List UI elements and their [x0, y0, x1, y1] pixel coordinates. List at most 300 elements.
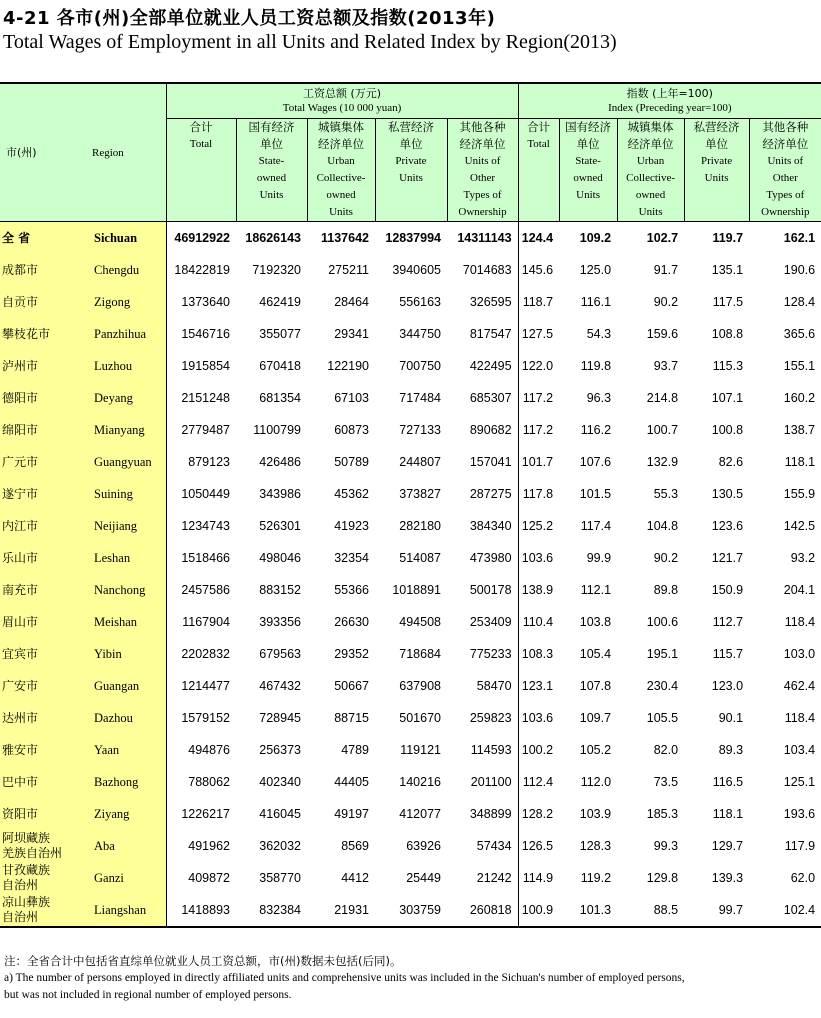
row-city-cn: 德阳市	[0, 382, 86, 414]
row-city-cn: 南充市	[0, 574, 86, 606]
table-title-cn: 4-21 各市(州)全部单位就业人员工资总额及指数(2013年)	[3, 8, 496, 29]
cell-value: 60873	[334, 423, 369, 437]
table-row	[0, 766, 821, 798]
cell-value: 498046	[259, 551, 301, 565]
table-row	[0, 254, 821, 286]
cell-value: 118.1	[784, 455, 816, 469]
cell-value: 49197	[334, 807, 369, 821]
cell-value: 259823	[469, 711, 512, 725]
cell-value: 18626143	[236, 222, 307, 255]
cell-value: 117.4	[580, 519, 612, 533]
row-city-cn: 自贡市	[0, 286, 86, 318]
cell-value: 1915854	[166, 350, 236, 382]
cell-value: 343986	[259, 487, 301, 501]
cell-value: 116.1	[580, 295, 612, 309]
cell-value: 287275	[469, 487, 512, 501]
col-group-wages-en: Total Wages (10 000 yuan)	[282, 102, 402, 114]
cell-value: 514087	[399, 551, 441, 565]
cell-value: 112.1	[580, 583, 612, 597]
col-header-cn: 国有经济 单位	[248, 120, 295, 151]
cell-value: 55.3	[653, 487, 679, 501]
cell-value: 1226217	[166, 798, 236, 830]
cell-value: 326595	[469, 295, 512, 309]
col-header-en: State- owned Units	[573, 155, 603, 201]
col-header-en: Private Units	[395, 155, 427, 184]
cell-value: 142.5	[783, 519, 816, 533]
table-row	[0, 350, 821, 382]
col-header-en: Urban Collective- owned Units	[316, 155, 366, 218]
row-city-cn: 资阳市	[0, 798, 86, 830]
cell-value: 82.6	[718, 455, 744, 469]
cell-value: 107.1	[711, 391, 744, 405]
cell-value: 130.5	[711, 487, 744, 501]
cell-value: 29341	[334, 327, 369, 341]
cell-value: 788062	[166, 766, 236, 798]
cell-value: 1018891	[392, 583, 441, 597]
table-row	[0, 830, 821, 862]
cell-value: 230.4	[646, 679, 679, 693]
cell-value: 140216	[399, 775, 441, 789]
col-header-en: Total	[189, 138, 213, 150]
cell-value: 150.9	[711, 583, 744, 597]
cell-value: 132.9	[646, 455, 679, 469]
row-region-en: Guangan	[86, 670, 166, 702]
cell-value: 556163	[399, 295, 441, 309]
cell-value: 718684	[399, 647, 441, 661]
cell-value: 190.6	[783, 263, 816, 277]
cell-value: 110.4	[518, 606, 559, 638]
cell-value: 18422819	[166, 254, 236, 286]
note-en-1: a) The number of persons employed in directly affiliated units and comprehensive units was included in the Sichuan's number of employed persons,	[4, 972, 685, 984]
row-city-cn: 阿坝藏族 羌族自治州	[0, 830, 86, 862]
cell-value: 253409	[469, 615, 512, 629]
cell-value: 89.8	[653, 583, 679, 597]
col-header-index-2	[617, 119, 684, 222]
col-header-index-1	[559, 119, 617, 222]
cell-value: 101.3	[559, 894, 617, 927]
cell-value: 138.7	[783, 423, 816, 437]
row-city-cn: 全 省	[0, 222, 86, 255]
cell-value: 7014683	[462, 263, 512, 277]
cell-value: 1373640	[166, 286, 236, 318]
row-region-en: Yibin	[86, 638, 166, 670]
cell-value: 344750	[399, 327, 441, 341]
cell-value: 67103	[334, 391, 369, 405]
cell-value: 93.7	[653, 359, 679, 373]
cell-value: 103.6	[518, 702, 559, 734]
table-row	[0, 318, 821, 350]
cell-value: 409872	[166, 862, 236, 894]
row-region-en: Suining	[86, 478, 166, 510]
cell-value: 125.1	[783, 775, 816, 789]
cell-value: 117.8	[518, 478, 559, 510]
col-header-cn: 城镇集体 经济单位	[627, 120, 674, 151]
cell-value: 135.1	[711, 263, 744, 277]
cell-value: 108.3	[518, 638, 559, 670]
cell-value: 1100799	[253, 423, 301, 437]
row-city-cn: 达州市	[0, 702, 86, 734]
cell-value: 2202832	[166, 638, 236, 670]
cell-value: 416045	[259, 807, 301, 821]
cell-value: 1167904	[166, 606, 236, 638]
cell-value: 55366	[334, 583, 369, 597]
col-group-wages	[166, 83, 518, 119]
cell-value: 128.4	[783, 295, 816, 309]
cell-value: 4412	[341, 871, 369, 885]
cell-value: 103.6	[518, 542, 559, 574]
row-region-en: Neijiang	[86, 510, 166, 542]
col-header-cn: 私营经济 单位	[693, 120, 740, 151]
cell-value: 21242	[476, 871, 512, 885]
cell-value: 2457586	[166, 574, 236, 606]
cell-value: 73.5	[653, 775, 679, 789]
note-cn: 注：全省合计中包括省直综单位就业人员工资总额，市(州)数据未包括(后同)。	[4, 954, 402, 968]
cell-value: 93.2	[790, 551, 816, 565]
cell-value: 362032	[259, 839, 301, 853]
cell-value: 88715	[334, 711, 369, 725]
cell-value: 1234743	[166, 510, 236, 542]
cell-value: 125.0	[579, 263, 612, 277]
cell-value: 62.0	[790, 871, 816, 885]
table-row	[0, 734, 821, 766]
table-row	[0, 446, 821, 478]
cell-value: 119121	[400, 743, 441, 757]
col-header-cn: 私营经济 单位	[388, 120, 434, 151]
cell-value: 116.5	[712, 775, 744, 789]
cell-value: 103.4	[783, 743, 816, 757]
cell-value: 256373	[259, 743, 301, 757]
cell-value: 125.2	[518, 510, 559, 542]
cell-value: 365.6	[783, 327, 816, 341]
cell-value: 118.4	[784, 615, 816, 629]
cell-value: 82.0	[653, 743, 679, 757]
table-row	[0, 574, 821, 606]
cell-value: 491962	[166, 830, 236, 862]
cell-value: 103.0	[783, 647, 816, 661]
cell-value: 1546716	[166, 318, 236, 350]
col-header-wages-2	[307, 119, 375, 222]
row-city-cn: 攀枝花市	[0, 318, 86, 350]
cell-value: 138.9	[518, 574, 559, 606]
row-city-cn: 宜宾市	[0, 638, 86, 670]
row-city-cn: 雅安市	[0, 734, 86, 766]
cell-value: 348899	[469, 807, 512, 821]
cell-value: 14311143	[447, 222, 518, 255]
col-header-cn: 合计	[527, 120, 551, 134]
table-row	[0, 702, 821, 734]
table-row	[0, 606, 821, 638]
cell-value: 100.2	[518, 734, 559, 766]
cell-value: 303759	[375, 894, 447, 927]
cell-value: 775233	[469, 647, 512, 661]
cell-value: 501670	[399, 711, 441, 725]
row-region-en: Bazhong	[86, 766, 166, 798]
cell-value: 462.4	[783, 679, 816, 693]
table-row	[0, 222, 821, 255]
table-row	[0, 862, 821, 894]
cell-value: 99.9	[586, 551, 612, 565]
cell-value: 145.6	[518, 254, 559, 286]
cell-value: 1418893	[166, 894, 236, 927]
cell-value: 102.4	[749, 894, 821, 927]
cell-value: 128.3	[579, 839, 612, 853]
cell-value: 100.6	[646, 615, 679, 629]
row-city-cn: 泸州市	[0, 350, 86, 382]
table-row	[0, 478, 821, 510]
cell-value: 112.7	[712, 615, 744, 629]
cell-value: 12837994	[375, 222, 447, 255]
cell-value: 21931	[307, 894, 375, 927]
cell-value: 99.7	[684, 894, 749, 927]
col-header-city: 市(州)	[0, 83, 86, 222]
cell-value: 358770	[259, 871, 301, 885]
cell-value: 393356	[259, 615, 301, 629]
cell-value: 112.0	[580, 775, 612, 789]
cell-value: 103.8	[579, 615, 612, 629]
cell-value: 526301	[259, 519, 301, 533]
row-city-cn: 绵阳市	[0, 414, 86, 446]
col-group-index-en: Index (Preceding year=100)	[608, 102, 732, 114]
cell-value: 355077	[259, 327, 301, 341]
cell-value: 91.7	[653, 263, 679, 277]
cell-value: 1518466	[166, 542, 236, 574]
row-region-en: Panzhihua	[86, 318, 166, 350]
table-row	[0, 414, 821, 446]
cell-value: 118.1	[712, 807, 744, 821]
col-header-region: Region	[86, 83, 166, 222]
row-region-en: Yaan	[86, 734, 166, 766]
col-header-wages-3	[375, 119, 447, 222]
cell-value: 126.5	[518, 830, 559, 862]
row-region-en: Zigong	[86, 286, 166, 318]
cell-value: 90.2	[653, 551, 679, 565]
cell-value: 107.8	[579, 679, 612, 693]
cell-value: 122.0	[518, 350, 559, 382]
cell-value: 1214477	[166, 670, 236, 702]
row-region-en: Liangshan	[86, 894, 166, 927]
cell-value: 384340	[469, 519, 512, 533]
cell-value: 204.1	[783, 583, 816, 597]
col-header-index-4	[749, 119, 821, 222]
cell-value: 63926	[406, 839, 441, 853]
cell-value: 44405	[334, 775, 369, 789]
cell-value: 50667	[334, 679, 369, 693]
cell-value: 193.6	[783, 807, 816, 821]
row-region-en: Guangyuan	[86, 446, 166, 478]
cell-value: 883152	[259, 583, 301, 597]
table-row	[0, 286, 821, 318]
cell-value: 500178	[469, 583, 512, 597]
cell-value: 890682	[469, 423, 512, 437]
cell-value: 112.4	[518, 766, 559, 798]
col-header-en: Units of Other Types of Ownership	[458, 155, 507, 218]
cell-value: 54.3	[586, 327, 612, 341]
cell-value: 160.2	[783, 391, 816, 405]
cell-value: 670418	[259, 359, 301, 373]
cell-value: 119.8	[580, 359, 612, 373]
col-header-cn: 其他各种 经济单位	[459, 120, 506, 151]
row-city-cn: 成都市	[0, 254, 86, 286]
cell-value: 88.5	[617, 894, 684, 927]
table-row	[0, 894, 821, 927]
cell-value: 8569	[341, 839, 369, 853]
cell-value: 116.2	[580, 423, 612, 437]
row-region-en: Meishan	[86, 606, 166, 638]
cell-value: 89.3	[718, 743, 744, 757]
cell-value: 7192320	[252, 263, 301, 277]
cell-value: 115.3	[712, 359, 744, 373]
cell-value: 422495	[469, 359, 512, 373]
cell-value: 728945	[259, 711, 301, 725]
row-region-en: Mianyang	[86, 414, 166, 446]
cell-value: 700750	[399, 359, 441, 373]
table-row	[0, 382, 821, 414]
cell-value: 29352	[334, 647, 369, 661]
row-region-en: Aba	[86, 830, 166, 862]
cell-value: 46912922	[166, 222, 236, 255]
cell-value: 121.7	[711, 551, 744, 565]
cell-value: 2151248	[166, 382, 236, 414]
cell-value: 100.8	[711, 423, 744, 437]
cell-value: 127.5	[518, 318, 559, 350]
col-group-index-cn: 指数 (上年=100)	[626, 87, 713, 100]
cell-value: 129.8	[646, 871, 679, 885]
col-header-wages-4	[447, 119, 518, 222]
table-row	[0, 638, 821, 670]
cell-value: 467432	[259, 679, 301, 693]
cell-value: 105.2	[579, 743, 612, 757]
cell-value: 817547	[469, 327, 512, 341]
cell-value: 101.5	[579, 487, 612, 501]
cell-value: 108.8	[711, 327, 744, 341]
row-region-en: Nanchong	[86, 574, 166, 606]
cell-value: 104.8	[646, 519, 679, 533]
cell-value: 159.6	[646, 327, 679, 341]
cell-value: 90.1	[718, 711, 744, 725]
col-header-cn: 合计	[189, 120, 213, 134]
cell-value: 25449	[406, 871, 441, 885]
cell-value: 4789	[341, 743, 369, 757]
cell-value: 123.0	[711, 679, 744, 693]
cell-value: 109.2	[559, 222, 617, 255]
row-city-cn: 眉山市	[0, 606, 86, 638]
cell-value: 879123	[166, 446, 236, 478]
row-region-en: Luzhou	[86, 350, 166, 382]
cell-value: 3940605	[392, 263, 441, 277]
table-title-en: Total Wages of Employment in all Units and Related Index by Region(2013)	[3, 31, 617, 53]
cell-value: 201100	[470, 775, 512, 789]
row-region-en: Ziyang	[86, 798, 166, 830]
cell-value: 100.9	[518, 894, 559, 927]
cell-value: 373827	[399, 487, 441, 501]
cell-value: 1579152	[166, 702, 236, 734]
cell-value: 109.7	[579, 711, 612, 725]
cell-value: 260818	[447, 894, 518, 927]
row-region-en: Leshan	[86, 542, 166, 574]
col-header-cn: 其他各种 经济单位	[762, 120, 809, 151]
cell-value: 102.7	[617, 222, 684, 255]
wages-table	[0, 82, 821, 928]
col-header-index-3	[684, 119, 749, 222]
cell-value: 473980	[469, 551, 512, 565]
col-header-en: State- owned Units	[256, 155, 287, 201]
cell-value: 124.4	[518, 222, 559, 255]
cell-value: 32354	[334, 551, 369, 565]
cell-value: 119.7	[684, 222, 749, 255]
row-city-cn: 凉山彝族 自治州	[0, 894, 86, 927]
cell-value: 100.7	[646, 423, 679, 437]
cell-value: 214.8	[646, 391, 679, 405]
cell-value: 1050449	[166, 478, 236, 510]
col-header-en: Units of Other Types of Ownership	[761, 155, 810, 218]
cell-value: 832384	[236, 894, 307, 927]
row-region-en: Sichuan	[86, 222, 166, 255]
row-region-en: Dazhou	[86, 702, 166, 734]
cell-value: 117.5	[712, 295, 744, 309]
cell-value: 58470	[476, 679, 512, 693]
row-city-cn: 广元市	[0, 446, 86, 478]
cell-value: 402340	[259, 775, 301, 789]
cell-value: 679563	[259, 647, 301, 661]
table-row	[0, 542, 821, 574]
cell-value: 123.1	[518, 670, 559, 702]
cell-value: 139.3	[711, 871, 744, 885]
cell-value: 275211	[328, 263, 369, 277]
cell-value: 26630	[334, 615, 369, 629]
cell-value: 412077	[399, 807, 441, 821]
cell-value: 123.6	[711, 519, 744, 533]
col-header-cn: 城镇集体 经济单位	[318, 120, 364, 151]
cell-value: 155.9	[783, 487, 816, 501]
cell-value: 114593	[470, 743, 512, 757]
cell-value: 105.5	[646, 711, 679, 725]
cell-value: 118.7	[518, 286, 559, 318]
cell-value: 119.2	[580, 871, 612, 885]
cell-value: 50789	[334, 455, 369, 469]
cell-value: 99.3	[653, 839, 679, 853]
cell-value: 105.4	[579, 647, 612, 661]
cell-value: 185.3	[646, 807, 679, 821]
col-header-en: Private Units	[700, 155, 733, 184]
cell-value: 96.3	[586, 391, 612, 405]
cell-value: 195.1	[646, 647, 679, 661]
cell-value: 107.6	[579, 455, 612, 469]
cell-value: 117.2	[518, 382, 559, 414]
cell-value: 122190	[327, 359, 369, 373]
cell-value: 128.2	[518, 798, 559, 830]
cell-value: 244807	[399, 455, 441, 469]
row-city-cn: 遂宁市	[0, 478, 86, 510]
cell-value: 129.7	[711, 839, 744, 853]
cell-value: 494876	[166, 734, 236, 766]
row-city-cn: 内江市	[0, 510, 86, 542]
cell-value: 90.2	[653, 295, 679, 309]
cell-value: 681354	[259, 391, 301, 405]
note-en-2: but was not included in regional number of employed persons.	[4, 989, 292, 1001]
col-group-wages-cn: 工资总额 (万元)	[302, 87, 382, 100]
row-city-cn: 广安市	[0, 670, 86, 702]
table-row	[0, 510, 821, 542]
row-region-en: Deyang	[86, 382, 166, 414]
row-city-cn: 乐山市	[0, 542, 86, 574]
col-header-wages-0	[166, 119, 236, 222]
row-city-cn: 甘孜藏族 自治州	[0, 862, 86, 894]
cell-value: 45362	[334, 487, 369, 501]
cell-value: 426486	[259, 455, 301, 469]
cell-value: 462419	[259, 295, 301, 309]
col-group-index	[518, 83, 821, 119]
col-header-en: Urban Collective- owned Units	[626, 155, 675, 218]
